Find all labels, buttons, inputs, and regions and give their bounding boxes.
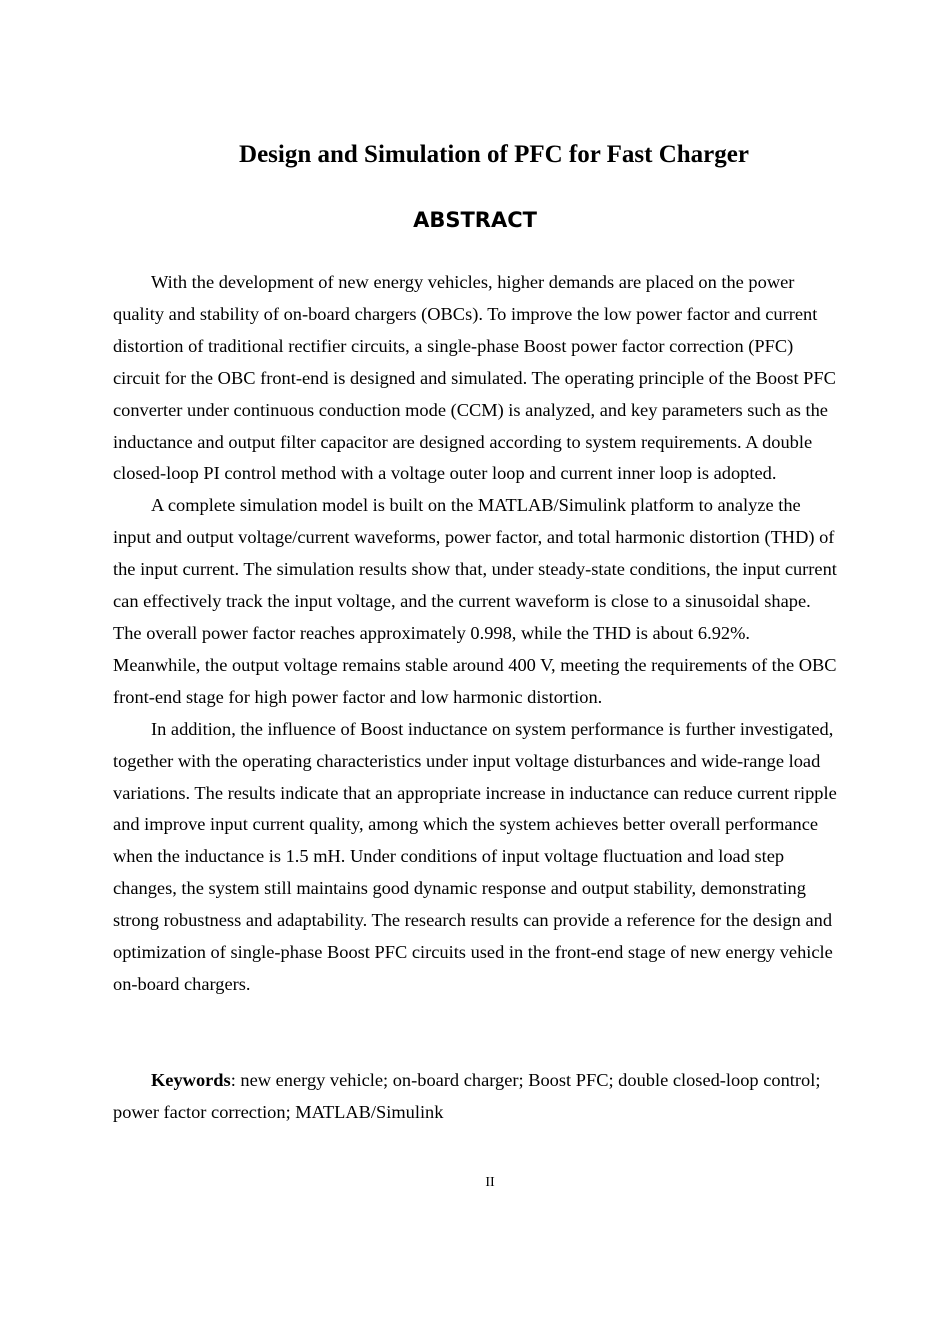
document-title: Design and Simulation of PFC for Fast Charger xyxy=(239,141,749,168)
abstract-paragraph-3: In addition, the influence of Boost inductance on system performance is further investigated, together with the operating characteristics under input voltage disturbances and wide-range load variations. The results indicate that an appropriate increase in inductance can reduce current ripple and improve input current quality, among which the system achieves better overall performance when the inductance is 1.5 mH. Under conditions of input voltage fluctuation and load step changes, the system still maintains good dynamic response and output stability, demonstrating strong robustness and adaptability. The research results can provide a reference for the design and optimization of single-phase Boost PFC circuits used in the front-end stage of new energy vehicle on-board chargers. xyxy=(113,718,837,994)
abstract-paragraph-1: With the development of new energy vehicles, higher demands are placed on the power quality and stability of on-board chargers (OBCs). To improve the low power factor and current distortion of traditional rectifier circuits, a single-phase Boost power factor correction (PFC) circuit for the OBC front-end is designed and simulated. The operating principle of the Boost PFC converter under continuous conduction mode (CCM) is analyzed, and key parameters such as the inductance and output filter capacitor are designed according to system requirements. A double closed-loop PI control method with a voltage outer loop and current inner loop is adopted. xyxy=(113,272,836,484)
page-number: II xyxy=(485,1175,495,1190)
keywords-text: : new energy vehicle; on-board charger; Boost PFC; double closed-loop control; power factor correction; MATLAB/Simulink xyxy=(113,1070,821,1122)
abstract-heading: ABSTRACT xyxy=(413,208,537,232)
abstract-paragraph-2: A complete simulation model is built on the MATLAB/Simulink platform to analyze the input and output voltage/current waveforms, power factor, and total harmonic distortion (THD) of the input current. The simulation results show that, under steady-state conditions, the input current can effectively track the input voltage, and the current waveform is close to a sinusoidal shape. The overall power factor reaches approximately 0.998, while the THD is about 6.92%. Meanwhile, the output voltage remains stable around 400 V, meeting the requirements of the OBC front-end stage for high power factor and low harmonic distortion. xyxy=(113,495,837,707)
keywords-label: Keywords xyxy=(151,1070,231,1090)
keywords-line xyxy=(113,1065,839,1129)
abstract-body xyxy=(113,267,839,1001)
